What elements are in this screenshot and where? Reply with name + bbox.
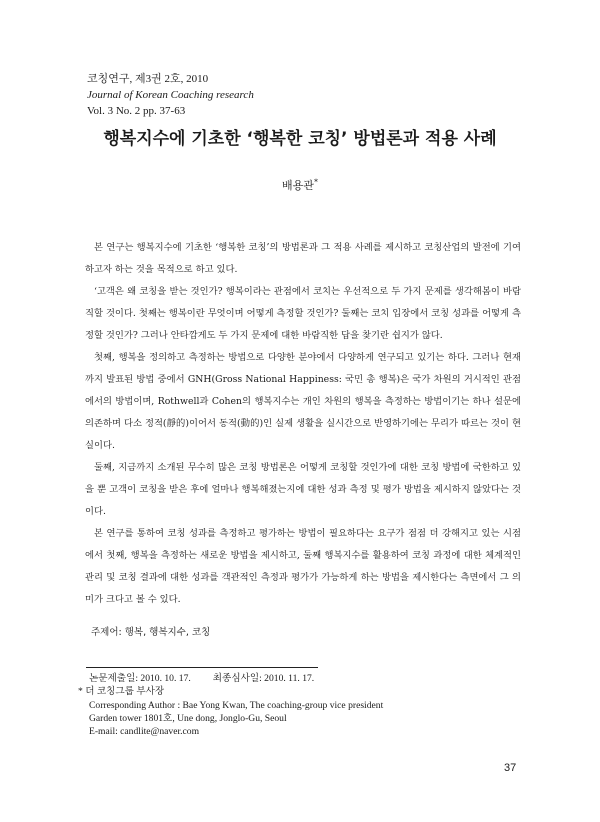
author-name: 배용관: [282, 179, 314, 192]
reviewed-date: 최종심사일: 2010. 11. 17.: [212, 673, 315, 684]
page-number: 37: [504, 762, 517, 774]
author-email: E-mail: candlite@naver.com: [89, 726, 200, 738]
paper-title: 행복지수에 기초한 ‘행복한 코칭’ 방법론과 적용 사례: [103, 129, 497, 149]
abstract-paragraph: 본 연구는 행복지수에 기초한 ‘행복한 코칭’의 방법론과 그 적용 사례를 제시하고 코칭산업의 발전에 기여하고자 하는 것을 목적으로 하고 있다.: [85, 242, 521, 275]
journal-korean-citation: 코칭연구, 제3권 2호, 2010: [87, 73, 209, 85]
author-address: Garden tower 1801호, Une dong, Jonglo-Gu, Seoul: [89, 712, 287, 724]
author: [0, 177, 600, 193]
corresponding-author: Corresponding Author : Bae Yong Kwan, The coaching-group vice president: [89, 699, 384, 711]
abstract: [85, 237, 521, 611]
volume-pages: Vol. 3 No. 2 pp. 37-63: [87, 105, 186, 117]
abstract-paragraph: 첫째, 행복을 정의하고 측정하는 방법으로 다양한 분야에서 다양하게 연구되고 있기는 하다. 그러나 현재까지 발표된 방법 중에서 GNH(Gross National Happiness: 국민 총 행복)은 국가 차원의 거시적인 관점에서의 방법이며, Rothwell과 Cohen의 행복지수는 개인 차원의 행복을 측정하는 방법이기는 하나 설문에 의존하며 다소 정적(靜的)이어서 동적(動的)인 실제 생활을 실시간으로 반영하기에는 무리가 따르는 것이 현실이다.: [85, 352, 521, 451]
submitted-date: 논문제출일: 2010. 10. 17.: [89, 673, 191, 684]
footnotes: [78, 672, 383, 738]
author-footnote-mark: *: [313, 177, 318, 187]
footnote-dates: [78, 672, 383, 685]
journal-header: [87, 71, 254, 119]
author-affiliation: * 더 코칭그룹 부사장: [78, 686, 165, 698]
footnote-divider: [86, 667, 318, 668]
keywords: 주제어: 행복, 행복지수, 코칭: [91, 627, 211, 638]
abstract-paragraph: 둘째, 지금까지 소개된 무수히 많은 코칭 방법론은 어떻게 코칭할 것인가에 대한 코칭 방법에 국한하고 있을 뿐 고객이 코칭을 받은 후에 얼마나 행복해졌는지에 대한 성과 측정 및 평가 방법을 제시하지 않았다는 것이다.: [85, 462, 521, 517]
abstract-paragraph: 본 연구를 통하여 코칭 성과를 측정하고 평가하는 방법이 필요하다는 요구가 점점 더 강해지고 있는 시점에서 첫째, 행복을 측정하는 새로운 방법을 제시하고, 둘째 행복지수를 활용하여 코칭 과정에 대한 체계적인 관리 및 코칭 결과에 대한 성과를 객관적인 측정과 평가가 가능하게 하는 방법을 제시한다는 측면에서 그 의미가 크다고 볼 수 있다.: [85, 528, 521, 605]
journal-english-name: Journal of Korean Coaching research: [87, 89, 254, 101]
abstract-paragraph: ‘고객은 왜 코칭을 받는 것인가? 행복이라는 관점에서 코치는 우선적으로 두 가지 문제를 생각해봄이 바람직할 것이다. 첫째는 행복이란 무엇이며 어떻게 측정할 것인가? 둘째는 코치 입장에서 코칭 성과를 어떻게 측정할 것인가? 그러나 안타깝게도 두 가지 문제에 대한 바람직한 답을 찾기란 쉽지가 않다.: [85, 286, 521, 341]
